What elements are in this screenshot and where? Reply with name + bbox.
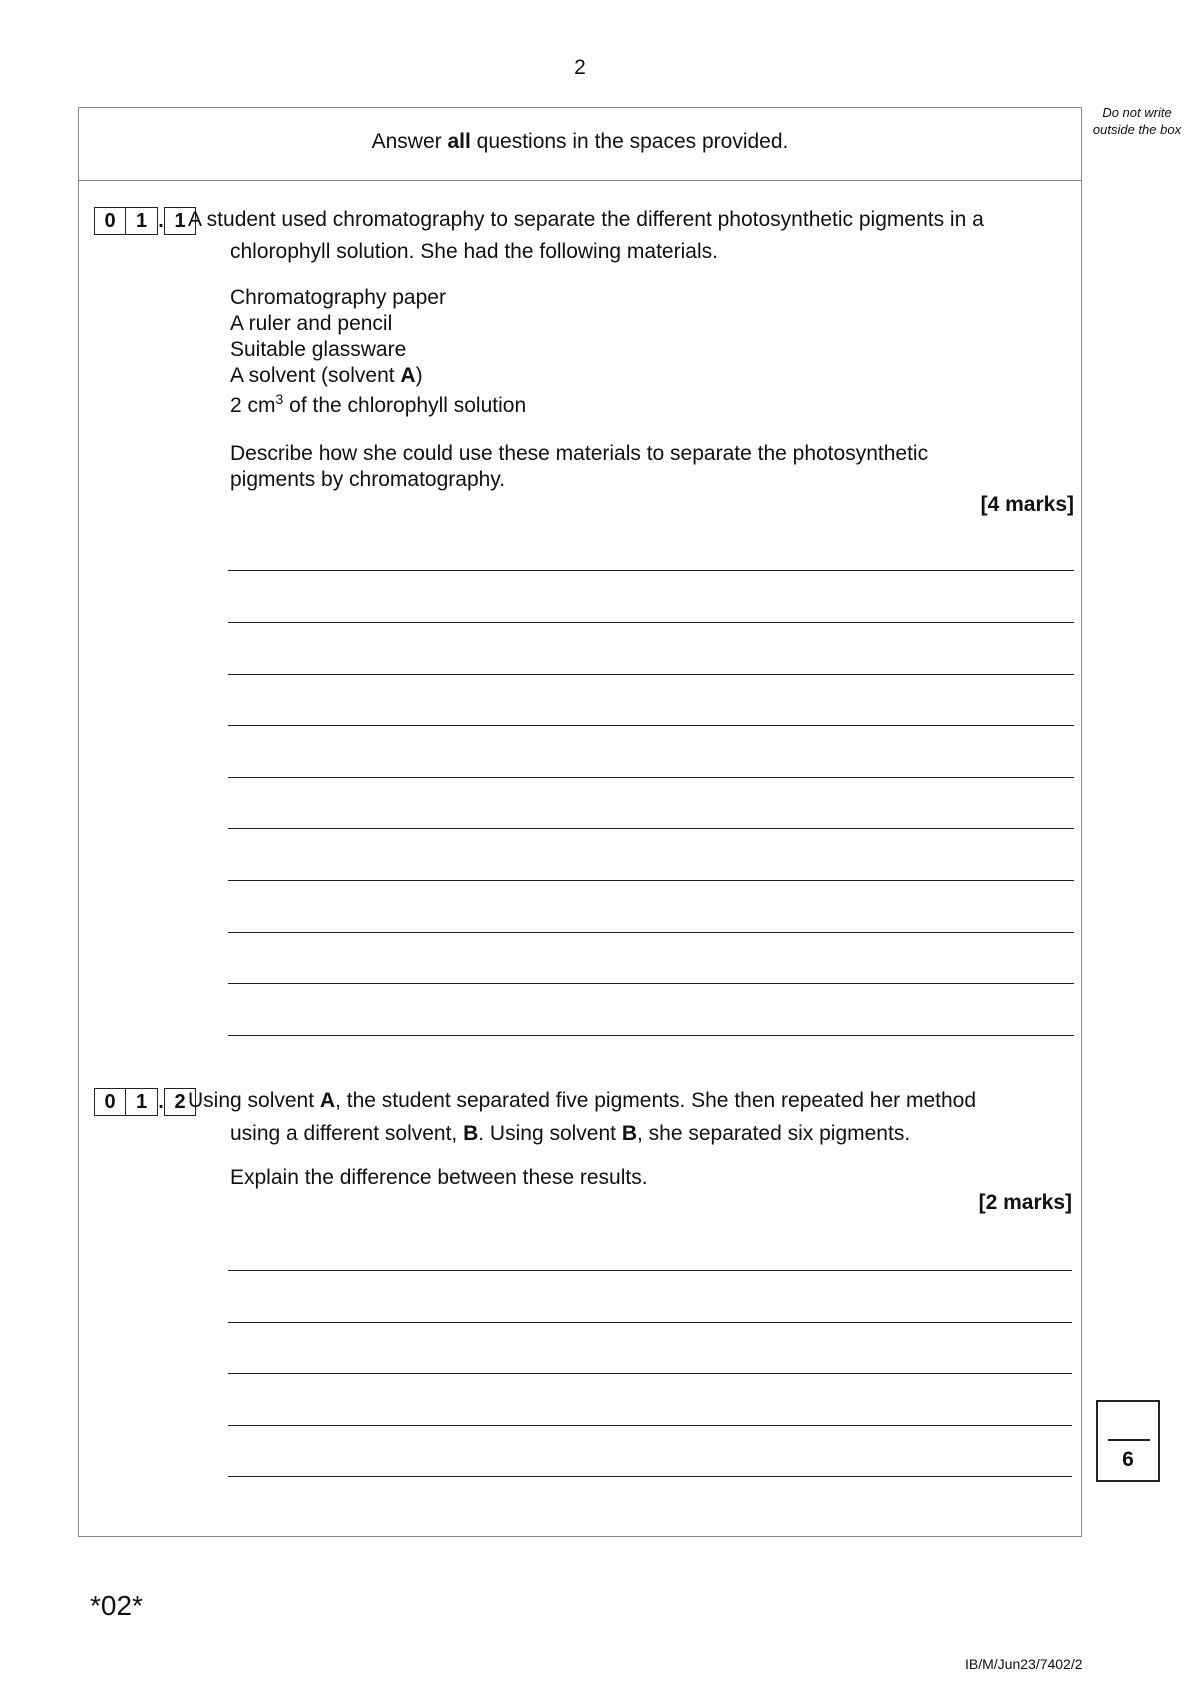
answer-line[interactable] xyxy=(228,1373,1072,1374)
answer-line[interactable] xyxy=(228,1476,1072,1477)
answer-line[interactable] xyxy=(228,1322,1072,1323)
answer-line[interactable] xyxy=(228,880,1074,881)
answer-line[interactable] xyxy=(228,1270,1072,1271)
material-item: A ruler and pencil xyxy=(230,312,393,335)
answer-line[interactable] xyxy=(228,725,1074,726)
instruction-row xyxy=(79,108,1081,181)
material-item: 2 $cm^3$ of the chlorophyll solution xyxy=(230,391,527,417)
q1-prompt: Describe how she could use these materials to separate the photosynthetic pigments by chromatography. xyxy=(230,442,929,491)
q1-line-1: A student used chromatography to separate the different photosynthetic pigments in a xyxy=(188,208,984,231)
page-code: *02* xyxy=(90,1590,143,1621)
q2-prompt: Explain the difference between these results. xyxy=(230,1166,648,1189)
question-digit: 0 xyxy=(94,1088,126,1116)
answer-line[interactable] xyxy=(228,828,1074,829)
materials-list xyxy=(230,285,526,419)
question-digit: 1 xyxy=(126,1088,158,1116)
answer-line[interactable] xyxy=(228,622,1074,623)
question-digit: 0 xyxy=(94,207,126,235)
q2-marks: [2 marks] xyxy=(978,1191,1072,1214)
answer-line[interactable] xyxy=(228,777,1074,778)
q1-line-2: chlorophyll solution. She had the following materials. xyxy=(230,240,718,263)
document-reference: IB/M/Jun23/7402/2 xyxy=(965,1656,1083,1672)
answer-line[interactable] xyxy=(228,932,1074,933)
answer-line[interactable] xyxy=(228,1425,1072,1426)
question-number-01-2: 0 1 . 2 xyxy=(94,1088,196,1116)
material-item: Suitable glassware xyxy=(230,338,407,361)
q1-marks: [4 marks] xyxy=(980,493,1074,516)
margin-note: Do not write outside the box xyxy=(1092,105,1182,137)
answer-line[interactable] xyxy=(228,570,1074,571)
answer-line[interactable] xyxy=(228,1035,1074,1036)
question-digit: 2 xyxy=(164,1088,196,1116)
question-digit: 1 xyxy=(126,207,158,235)
question-number-01-1: 0 1 . 1 xyxy=(94,207,196,235)
question-digit: 1 xyxy=(164,207,196,235)
material-item: A solvent (solvent A) xyxy=(230,364,423,387)
material-item: Chromatography paper xyxy=(230,286,446,309)
page-number: 2 xyxy=(574,56,586,79)
page-score-box xyxy=(1096,1400,1160,1482)
instruction-text: Answer all questions in the spaces provided. xyxy=(371,130,789,153)
answer-line[interactable] xyxy=(228,983,1074,984)
answer-line[interactable] xyxy=(228,674,1074,675)
q2-line-1: Using solvent A, the student separated five pigments. She then repeated her method xyxy=(188,1089,976,1112)
score-total: 6 xyxy=(1122,1448,1134,1471)
q2-line-2: using a different solvent, B. Using solvent B, she separated six pigments. xyxy=(230,1122,911,1145)
